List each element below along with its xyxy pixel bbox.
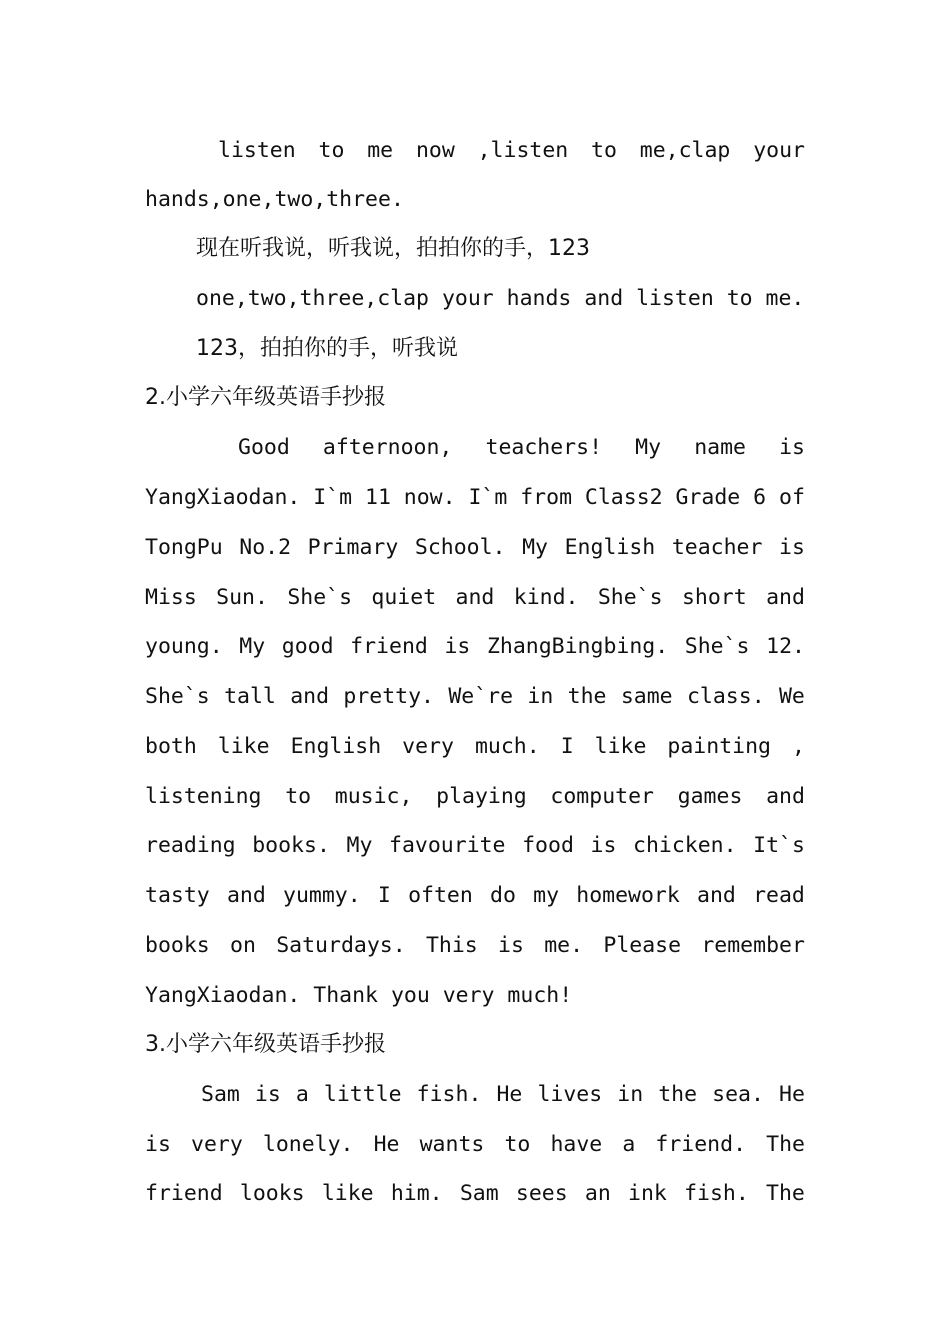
word: He <box>373 1132 400 1157</box>
word: tall <box>224 684 276 709</box>
word: Sam <box>459 1181 499 1206</box>
word: same <box>620 684 673 709</box>
word: YangXiaodan. <box>145 485 301 510</box>
word: to <box>318 138 345 163</box>
word: now. <box>403 485 456 510</box>
word: Good <box>238 435 290 460</box>
paragraph-line <box>145 1120 805 1170</box>
paragraph-line <box>145 722 805 772</box>
word: listen <box>218 138 296 163</box>
word: looks <box>239 1181 305 1206</box>
paragraph-line: hands,one,two,three. <box>145 187 404 212</box>
word: like <box>594 734 647 759</box>
paragraph-line <box>145 921 805 971</box>
word: , <box>791 734 805 759</box>
word: now <box>415 138 455 163</box>
word: English <box>290 734 382 759</box>
word: books <box>145 933 210 958</box>
word: teachers! <box>485 435 603 460</box>
word: on <box>230 933 256 958</box>
word: and <box>766 585 805 610</box>
word: both <box>145 734 197 759</box>
word: homework <box>576 883 680 908</box>
word: music, <box>334 784 413 809</box>
word: is <box>590 833 617 858</box>
word: sees <box>515 1181 568 1206</box>
word: very <box>191 1132 243 1157</box>
word: Sun. <box>216 585 268 610</box>
word: food <box>522 833 574 858</box>
word: Miss <box>145 585 197 610</box>
word: ink <box>628 1181 667 1206</box>
word: She`s <box>597 585 663 610</box>
word: School. <box>414 535 506 560</box>
paragraph-line <box>145 871 805 921</box>
word: class. <box>686 684 765 709</box>
word: The <box>766 1132 805 1157</box>
paragraph-line <box>145 1169 805 1219</box>
word: She`s <box>684 634 750 659</box>
word: lives <box>537 1082 603 1107</box>
word: I`m <box>468 485 508 510</box>
word: often <box>408 883 473 908</box>
paragraph-line <box>201 1070 805 1120</box>
paragraph-line: 现在听我说，听我说，拍拍你的手，123 <box>196 236 590 261</box>
word: do <box>490 883 516 908</box>
word: He <box>496 1082 523 1107</box>
word: teacher <box>671 535 763 560</box>
word: pretty. <box>343 684 434 709</box>
word: The <box>766 1181 805 1206</box>
word: I <box>377 883 391 908</box>
word: remember <box>701 933 805 958</box>
word: is <box>254 1082 281 1107</box>
word: friend. <box>655 1132 747 1157</box>
word: He <box>779 1082 805 1107</box>
word: your <box>753 138 805 163</box>
word: me <box>367 138 394 163</box>
word: games <box>677 784 743 809</box>
word: ,listen <box>477 138 569 163</box>
word: him. <box>390 1181 443 1206</box>
word: read <box>753 883 805 908</box>
paragraph-line <box>145 622 805 672</box>
word: short <box>681 585 747 610</box>
paragraph-line <box>145 772 805 822</box>
word: No.2 <box>239 535 292 560</box>
word: My <box>635 435 662 460</box>
paragraph-line <box>145 821 805 871</box>
word: and <box>455 585 495 610</box>
word: It`s <box>753 833 805 858</box>
word: listening <box>145 784 262 809</box>
word: favourite <box>389 833 506 858</box>
word: of <box>779 485 805 510</box>
paragraph-line: one,two,three,clap your hands and listen to me. <box>196 286 805 311</box>
word: very <box>402 734 454 759</box>
word: me,clap <box>639 138 731 163</box>
word: My <box>522 535 548 560</box>
word: and <box>290 684 330 709</box>
word: my <box>533 883 560 908</box>
word: the <box>567 684 607 709</box>
paragraph-line: 123，拍拍你的手，听我说 <box>196 336 458 361</box>
word: in <box>617 1082 644 1107</box>
paragraph-line <box>145 523 805 573</box>
word: lonely. <box>262 1132 354 1157</box>
word: from <box>520 485 573 510</box>
word: yummy. <box>283 883 361 908</box>
word: We <box>778 684 805 709</box>
word: have <box>550 1132 603 1157</box>
word: and <box>226 883 266 908</box>
word: in <box>527 684 554 709</box>
word: 6 <box>753 485 767 510</box>
word: This <box>425 933 478 958</box>
word: tasty <box>145 883 210 908</box>
word: friend <box>145 1181 223 1206</box>
word: is <box>779 535 805 560</box>
word: I <box>560 734 574 759</box>
word: me. <box>544 933 584 958</box>
word: little <box>323 1082 402 1107</box>
word: wants <box>419 1132 485 1157</box>
word: Sam <box>201 1082 240 1107</box>
word: quiet <box>371 585 437 610</box>
word: young. <box>145 634 223 659</box>
word: an <box>584 1181 611 1206</box>
word: to <box>285 784 312 809</box>
word: sea. <box>712 1082 764 1107</box>
word: painting <box>667 734 771 759</box>
word: name <box>694 435 746 460</box>
paragraph-line <box>145 573 805 623</box>
word: TongPu <box>145 535 223 560</box>
word: is <box>145 1132 171 1157</box>
word: 11 <box>365 485 391 510</box>
word: afternoon, <box>322 435 453 460</box>
word: Saturdays. <box>276 933 406 958</box>
word: She`s <box>287 585 353 610</box>
word: friend <box>350 634 428 659</box>
paragraph-line <box>218 126 805 176</box>
word: the <box>658 1082 698 1107</box>
paragraph-line <box>145 473 805 523</box>
word: reading <box>145 833 236 858</box>
paragraph-line: YangXiaodan. Thank you very much! <box>145 983 573 1008</box>
word: Grade <box>675 485 741 510</box>
word: to <box>591 138 617 163</box>
word: ZhangBingbing. <box>486 634 669 659</box>
word: and <box>766 784 805 809</box>
word: She`s <box>145 684 210 709</box>
word: We`re <box>448 684 514 709</box>
word: is <box>444 634 471 659</box>
word: chicken. <box>633 833 737 858</box>
word: Class2 <box>584 485 663 510</box>
word: much. <box>474 734 540 759</box>
word: My <box>239 634 266 659</box>
word: like <box>217 734 270 759</box>
word: kind. <box>513 585 579 610</box>
word: is <box>779 435 805 460</box>
word: computer <box>550 784 654 809</box>
section-heading: 2.小学六年级英语手抄报 <box>145 385 386 410</box>
word: and <box>697 883 736 908</box>
word: playing <box>436 784 527 809</box>
word: a <box>622 1132 636 1157</box>
word: My <box>346 833 373 858</box>
word: Please <box>603 933 682 958</box>
word: a <box>295 1082 309 1107</box>
word: Primary <box>307 535 399 560</box>
paragraph-line <box>145 672 805 722</box>
word: fish. <box>684 1181 749 1206</box>
word: is <box>498 933 524 958</box>
word: books. <box>252 833 330 858</box>
paragraph-line <box>238 423 805 473</box>
word: 12. <box>766 634 805 659</box>
word: fish. <box>416 1082 482 1107</box>
word: to <box>504 1132 531 1157</box>
word: good <box>281 634 334 659</box>
word: like <box>321 1181 374 1206</box>
word: English <box>564 535 656 560</box>
word: I`m <box>313 485 353 510</box>
section-heading: 3.小学六年级英语手抄报 <box>145 1032 386 1057</box>
